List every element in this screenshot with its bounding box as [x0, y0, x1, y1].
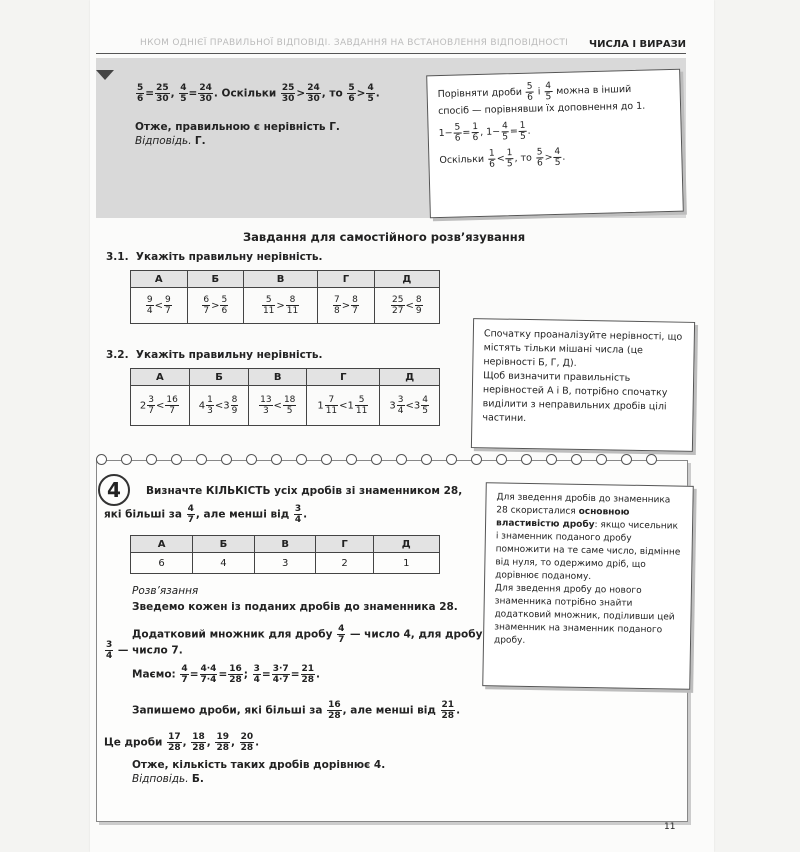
task4-answer: Відповідь. Б.: [132, 773, 204, 785]
ring-icon: [121, 454, 132, 465]
header-rule: [96, 53, 686, 54]
self-study-title: Завдання для самостійного розв’язування: [243, 230, 526, 244]
task4-text-b: які більші за $\frac{4}{7}$ , але менші від $\frac{3}{4}$ .: [104, 504, 308, 525]
option-header: Д: [373, 536, 439, 553]
option-value: 2: [316, 553, 373, 574]
solution-step-1: Зведемо кожен із поданих дробів до знаменника 28.: [132, 601, 458, 613]
task4-conclusion: Отже, кількість таких дробів дорівнює 4.: [132, 759, 386, 771]
ring-icon: [321, 454, 332, 465]
option-header: Д: [374, 271, 439, 288]
task-3-2-heading: 3.2. Укажіть правильну нерівність.: [106, 349, 323, 361]
note1-line1: Порівняти дроби $\frac{5}{6}$ і $\frac{4}{5}$ можна в інший: [437, 81, 632, 103]
note3-p1: Для зведення дробів до знаменника 28 скористалися основною властивістю дробу: якщо чисельник і знаменник поданого дробу помножити на те саме число, відмінне від нуля, то одержимо дріб, що дорівнює поданому.: [495, 492, 681, 583]
task-3-1-heading: 3.1. Укажіть правильну нерівність.: [106, 251, 323, 263]
option-a: 2 $\frac{3}{7}$ < $\frac{16}{7}$: [131, 386, 190, 426]
option-b: $\frac{6}{7}$ > $\frac{5}{6}$: [187, 288, 244, 324]
section-title: ЧИСЛА І ВИРАЗИ: [589, 39, 687, 50]
solution-conclusion: Отже, правильною є нерівність Г.: [135, 121, 340, 133]
ring-icon: [271, 454, 282, 465]
solution-fractions: Це дроби $\frac{17}{28}$ , $\frac{18}{28}$ , $\frac{19}{28}$ , $\frac{20}{28}$ .: [104, 732, 260, 753]
task-3-1-options: [130, 270, 440, 324]
option-d: $\frac{25}{27}$ < $\frac{8}{9}$: [374, 288, 439, 324]
option-v: $\frac{13}{3}$ < $\frac{18}{5}$: [249, 386, 307, 426]
note1-conclusion: Оскільки $\frac{1}{6}$ < $\frac{1}{5}$ , то $\frac{5}{6}$ > $\frac{4}{5}$ .: [439, 146, 566, 170]
option-header: А: [131, 369, 190, 386]
ring-icon: [421, 454, 432, 465]
task-3-2-options: [130, 368, 440, 426]
option-header: А: [131, 271, 188, 288]
option-header: В: [244, 271, 318, 288]
option-header: В: [254, 536, 316, 553]
ring-icon: [571, 454, 582, 465]
ring-icon: [146, 454, 157, 465]
ring-icon: [221, 454, 232, 465]
ring-icon: [396, 454, 407, 465]
note2-text1: Спочатку проаналізуйте нерівності, що містять тільки мішані числа (це нерівності Б, Г, Д).: [483, 328, 683, 369]
option-value: 4: [193, 553, 255, 574]
ring-icon: [596, 454, 607, 465]
option-value: 6: [131, 553, 193, 574]
task4-text-a: Визначте КІЛЬКІСТЬ усіх дробів зі знаменником 28,: [146, 485, 463, 497]
task-4-options: [130, 535, 440, 574]
solution-line-1: $\frac{5}{6}$ = $\frac{25}{30}$ , $\frac{4}{5}$ = $\frac{24}{30}$ . Оскільки $\frac{25}{30}$ > $\frac{24}{30}$ , то $\frac{5}{6}$ > $\frac{4}{5}$ .: [137, 83, 380, 104]
option-header: А: [131, 536, 193, 553]
option-b: 4 $\frac{1}{3}$ <3 $\frac{8}{9}$: [189, 386, 249, 426]
ring-icon: [346, 454, 357, 465]
solution-have: Маємо: $\frac{4}{7}$ = $\frac{4\cdot 4}{7\cdot 4}$ = $\frac{16}{28}$ ; $\frac{3}{4}$ = $\frac{3\cdot 7}{4\cdot 7}$ = $\frac{21}{28}$ .: [132, 664, 321, 685]
triangle-marker-icon: [96, 70, 114, 80]
ring-icon: [296, 454, 307, 465]
ring-icon: [171, 454, 182, 465]
solution-answer: Відповідь. Г.: [135, 135, 206, 147]
solution-step-3: $\frac{3}{4}$ — число 7.: [106, 640, 183, 661]
option-v: $\frac{5}{11}$ > $\frac{8}{11}$: [244, 288, 318, 324]
option-header: Г: [307, 369, 380, 386]
option-header: Г: [318, 271, 375, 288]
option-header: Б: [189, 369, 249, 386]
ring-icon: [196, 454, 207, 465]
ring-icon: [371, 454, 382, 465]
ring-icon: [246, 454, 257, 465]
option-d: 3 $\frac{3}{4}$ <3 $\frac{4}{5}$: [380, 386, 440, 426]
option-value: 1: [373, 553, 439, 574]
option-header: В: [249, 369, 307, 386]
header-ghost-text: НКОМ ОДНІЄЇ ПРАВИЛЬНОЇ ВІДПОВІДІ. ЗАВДАННЯ НА ВСТАНОВЛЕННЯ ВІДПОВІДНОСТІ: [140, 38, 569, 48]
ring-icon: [471, 454, 482, 465]
ring-icon: [546, 454, 557, 465]
solution-step-2: Додатковий множник для дробу $\frac{4}{7}$ — число 4, для дробу: [132, 624, 483, 645]
note-card-compare: [426, 69, 684, 219]
option-header: Б: [187, 271, 244, 288]
option-g: 1 $\frac{7}{11}$ <1 $\frac{5}{11}$: [307, 386, 380, 426]
option-header: Г: [316, 536, 373, 553]
solution-label: Розв’язання: [132, 585, 199, 597]
note-card-property: [482, 482, 694, 690]
ring-icon: [646, 454, 657, 465]
option-g: $\frac{7}{8}$ > $\frac{8}{7}$: [318, 288, 375, 324]
note2-text2: Щоб визначити правильність нерівностей А і В, потрібно спочатку виділити з неправильних дробів цілі частини.: [482, 370, 668, 425]
ring-icon: [446, 454, 457, 465]
spiral-binding: [96, 450, 686, 464]
note-card-hint: [471, 318, 695, 452]
ring-icon: [621, 454, 632, 465]
solution-step-4: Запишемо дроби, які більші за $\frac{16}{28}$ , але менші від $\frac{21}{28}$ .: [132, 700, 461, 721]
ring-icon: [96, 454, 107, 465]
option-value: 3: [254, 553, 316, 574]
option-header: Б: [193, 536, 255, 553]
option-header: Д: [380, 369, 440, 386]
task-number-badge: 4: [98, 474, 130, 506]
note1-complements: 1− $\frac{5}{6}$ = $\frac{1}{6}$ , 1− $\frac{4}{5}$ = $\frac{1}{5}$ .: [438, 120, 531, 144]
note3-p2: Для зведення дробу до нового знаменника потрібно знайти додатковий множник, поділивши цей знаменник на знаменник поданого дробу.: [493, 583, 675, 646]
page-number: 11: [664, 822, 676, 832]
option-a: $\frac{9}{4}$ < $\frac{9}{7}$: [131, 288, 188, 324]
ring-icon: [521, 454, 532, 465]
ring-icon: [496, 454, 507, 465]
note1-line2: спосіб — порівнявши їх доповнення до 1.: [437, 100, 646, 118]
